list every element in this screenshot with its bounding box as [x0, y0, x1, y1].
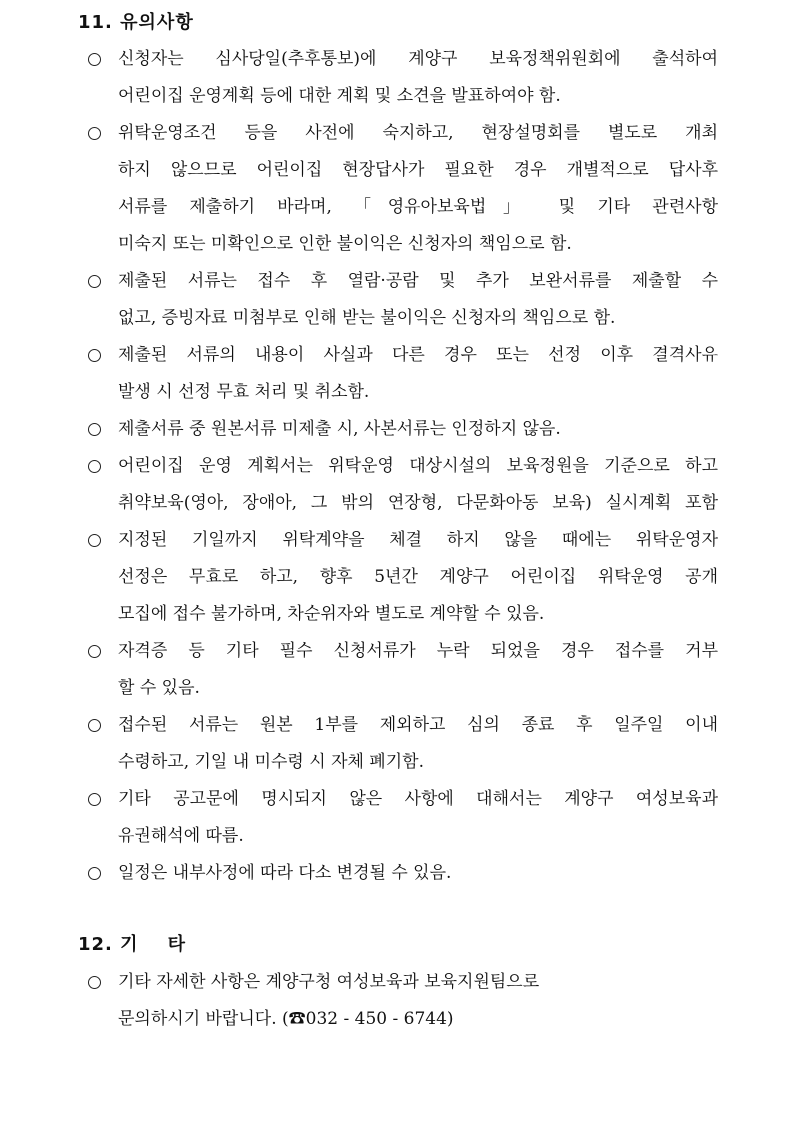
circle-bullet-icon — [88, 349, 101, 362]
circle-bullet-icon — [88, 976, 101, 989]
item-line: 미숙지 또는 미확인으로 인한 불이익은 신청자의 책임으로 함. — [118, 234, 572, 254]
circle-bullet-icon — [88, 719, 101, 732]
item-line: 일정은 내부사정에 따라 다소 변경될 수 있음. — [118, 863, 452, 883]
item-line: 모집에 접수 불가하며, 차순위자와 별도로 계약할 수 있음. — [118, 604, 545, 624]
item-line: 위탁운영조건 등을 사전에 숙지하고, 현장설명회를 별도로 개최 — [118, 123, 718, 143]
item-line: 지정된 기일까지 위탁계약을 체결 하지 않을 때에는 위탁운영자 — [118, 530, 718, 550]
circle-bullet-icon — [88, 867, 101, 880]
circle-bullet-icon — [88, 53, 101, 66]
circle-bullet-icon — [88, 127, 101, 140]
item-line: 제출된 서류의 내용이 사실과 다른 경우 또는 선정 이후 결격사유 — [118, 345, 718, 365]
item-line: 어린이집 운영 계획서는 위탁운영 대상시설의 보육정원을 기준으로 하고 — [118, 456, 718, 476]
item-line: 없고, 증빙자료 미첨부로 인해 받는 불이익은 신청자의 책임으로 함. — [118, 308, 616, 328]
item-line: 자격증 등 기타 필수 신청서류가 누락 되었을 경우 접수를 거부 — [118, 641, 718, 661]
item-line: 취약보육(영아, 장애아, 그 밖의 연장형, 다문화아동 보육) 실시계획 포함 — [118, 493, 718, 513]
item-line: 서류를 제출하기 바라며, 「영유아보육법」 및 기타 관련사항 — [118, 197, 718, 217]
item-line: 발생 시 선정 무효 처리 및 취소함. — [118, 382, 370, 402]
circle-bullet-icon — [88, 793, 101, 806]
item-line: 제출서류 중 원본서류 미제출 시, 사본서류는 인정하지 않음. — [118, 419, 561, 439]
circle-bullet-icon — [88, 275, 101, 288]
item-line: 신청자는 심사당일(추후통보)에 계양구 보육정책위원회에 출석하여 — [118, 49, 718, 69]
item-line: 기타 자세한 사항은 계양구청 여성보육과 보육지원팀으로 — [118, 972, 540, 992]
item-line: 접수된 서류는 원본 1부를 제외하고 심의 종료 후 일주일 이내 — [118, 715, 718, 735]
item-line: 하지 않으므로 어린이집 현장답사가 필요한 경우 개별적으로 답사후 — [118, 160, 718, 180]
item-line: 문의하시기 바랍니다. (☎032 - 450 - 6744) — [118, 1009, 454, 1029]
circle-bullet-icon — [88, 534, 101, 547]
circle-bullet-icon — [88, 423, 101, 436]
circle-bullet-icon — [88, 645, 101, 658]
item-line: 수령하고, 기일 내 미수령 시 자체 폐기함. — [118, 752, 424, 772]
section-heading: 11. 유의사항 — [78, 12, 194, 33]
item-line: 선정은 무효로 하고, 향후 5년간 계양구 어린이집 위탁운영 공개 — [118, 567, 718, 587]
item-line: 제출된 서류는 접수 후 열람·공람 및 추가 보완서류를 제출할 수 — [118, 271, 718, 291]
item-line: 유권해석에 따름. — [118, 826, 244, 846]
item-line: 할 수 있음. — [118, 678, 200, 698]
item-line: 어린이집 운영계획 등에 대한 계획 및 소견을 발표하여야 함. — [118, 86, 561, 106]
section-heading: 12. 기 타 — [78, 934, 186, 955]
circle-bullet-icon — [88, 460, 101, 473]
item-line: 기타 공고문에 명시되지 않은 사항에 대해서는 계양구 여성보육과 — [118, 789, 718, 809]
